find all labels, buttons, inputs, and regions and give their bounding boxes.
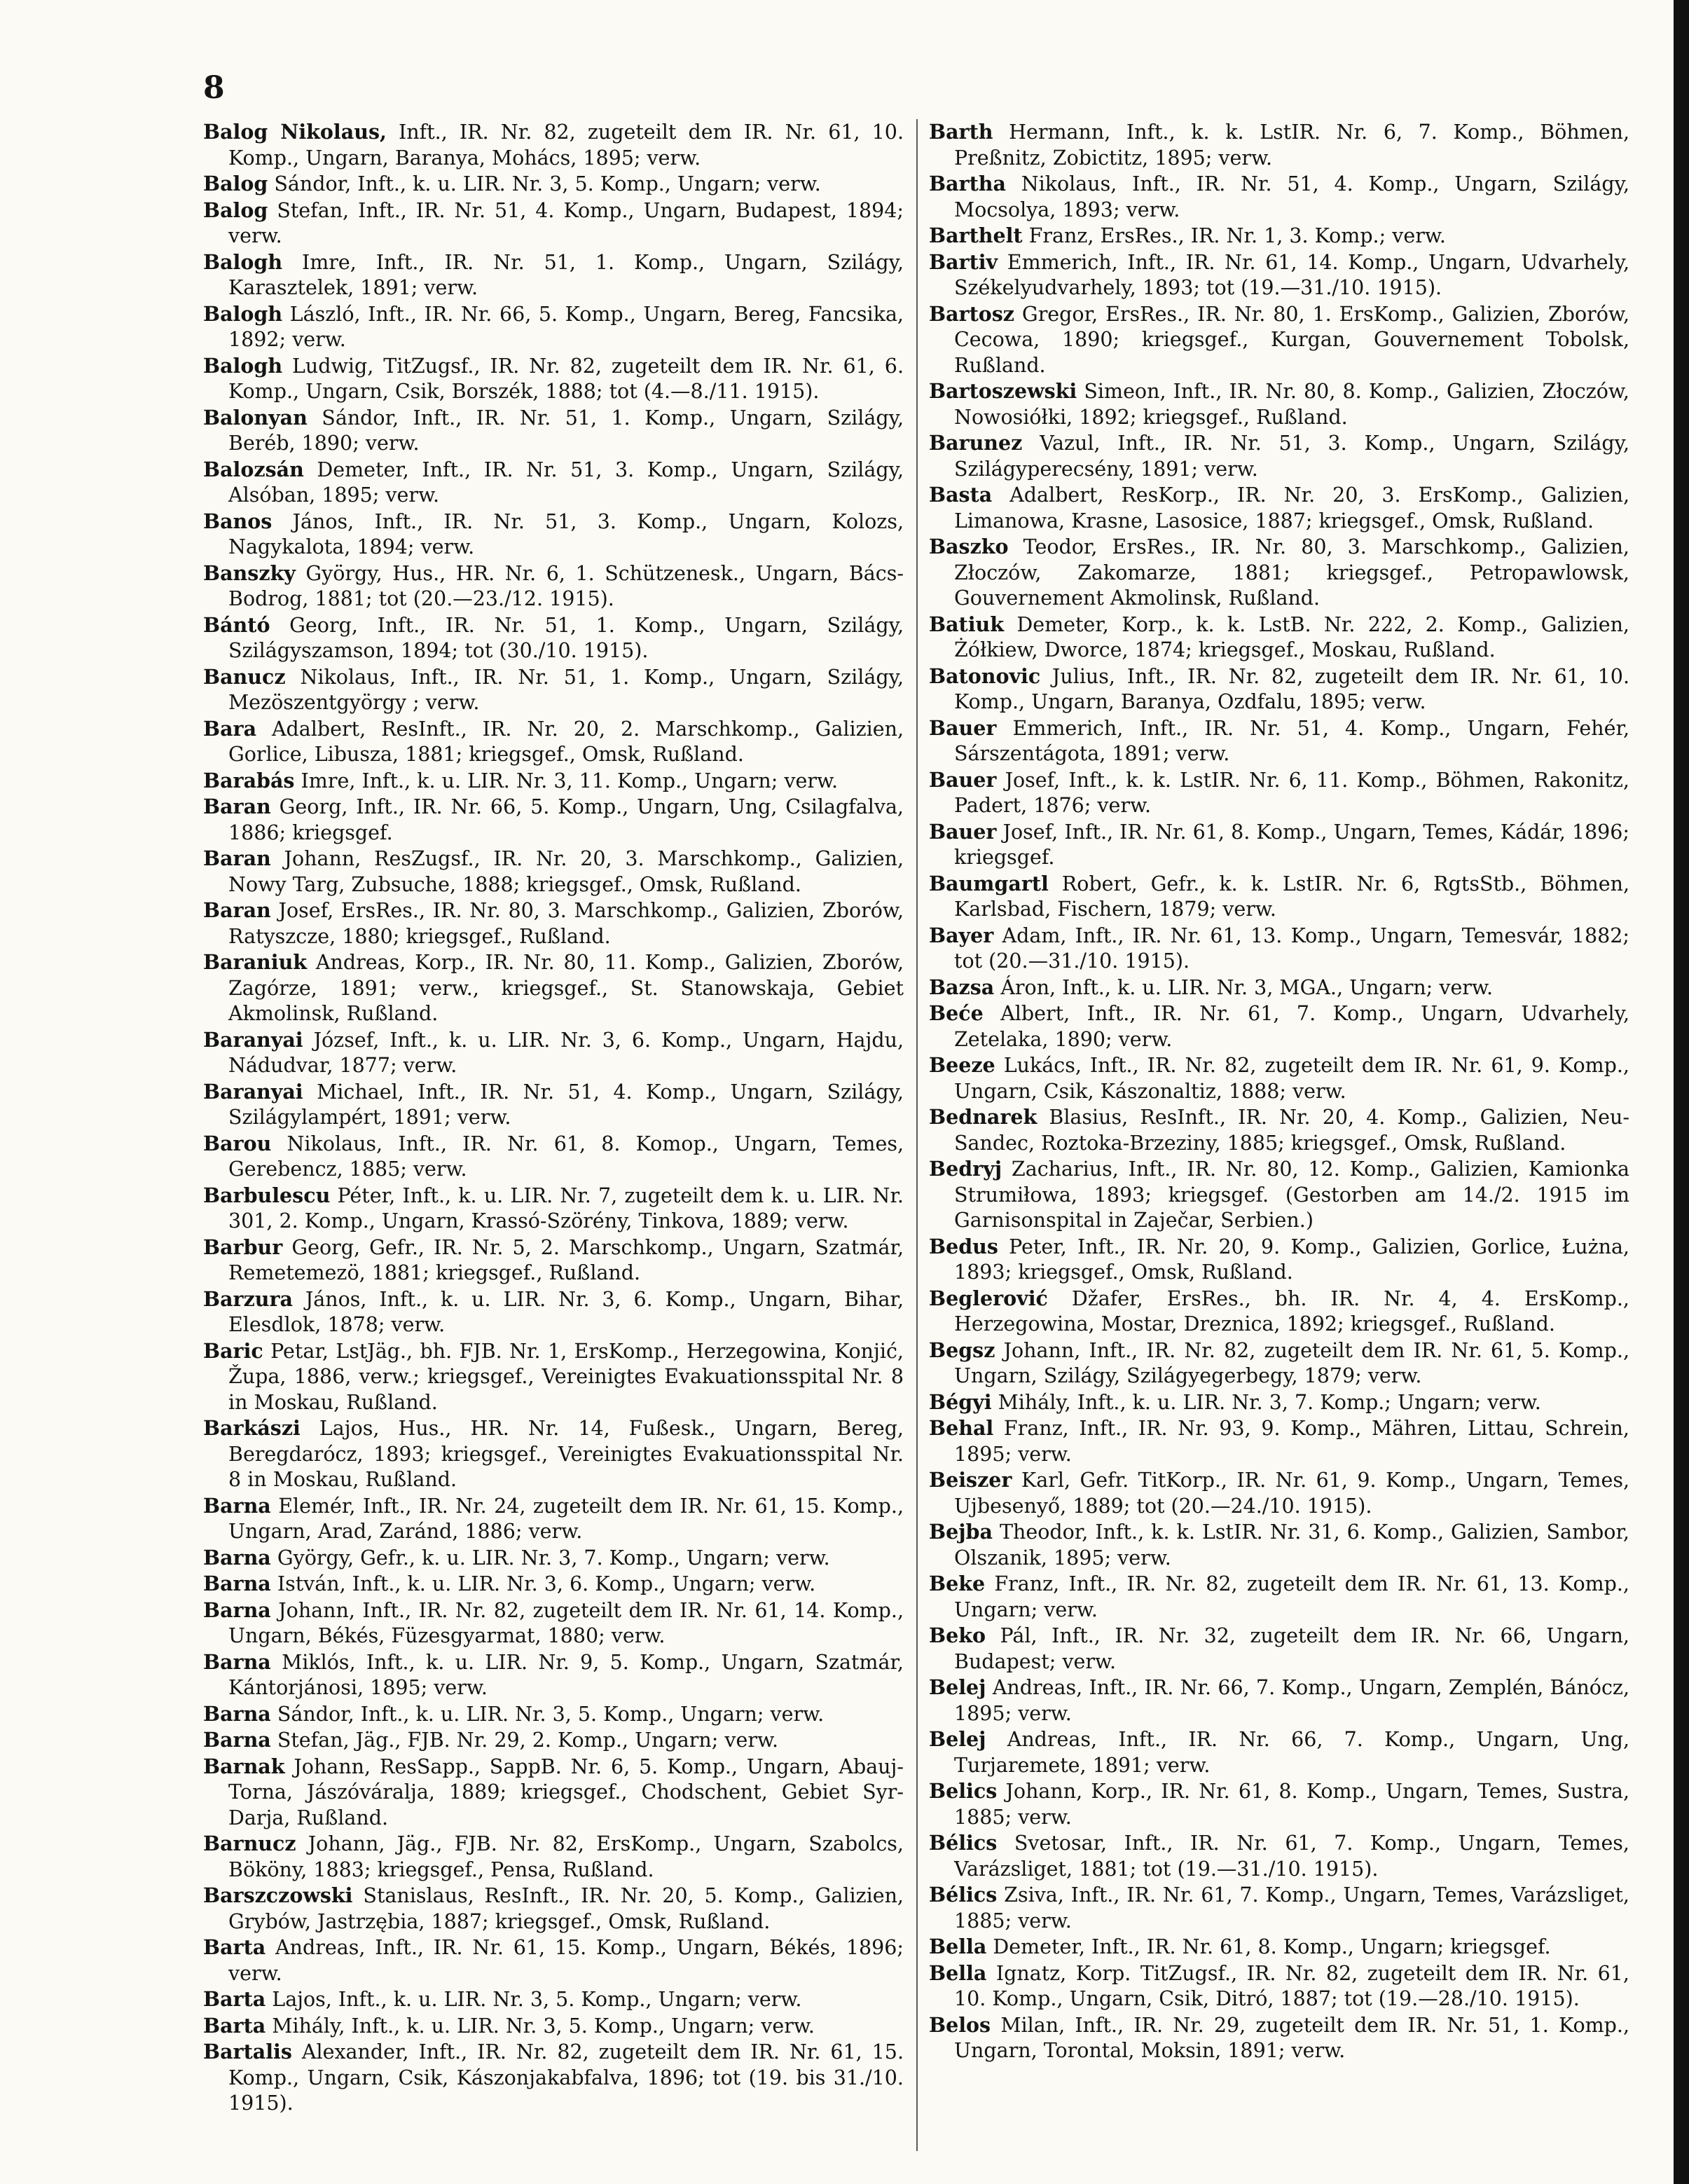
register-entry: [203, 898, 904, 949]
register-entry: [203, 949, 904, 1027]
register-entry: [929, 1675, 1629, 1726]
entry-surname: Balozsán: [203, 457, 304, 481]
entry-surname: Batonovic: [929, 664, 1041, 688]
register-entry: [929, 1623, 1629, 1675]
entry-details: Svetosar, Inft., IR. Nr. 61, 7. Komp., Ungarn, Temes, Varázsliget, 1881; tot (19.—31./10. 1915).: [954, 1832, 1629, 1881]
entry-surname: Bauer: [929, 715, 997, 740]
entry-surname: Barunez: [929, 431, 1023, 455]
entry-surname: Barnak: [203, 1754, 285, 1778]
entry-details: Stanislaus, ResInft., IR. Nr. 20, 5. Komp., Galizien, Grybów, Jastrzębia, 1887; kriegsgef., Omsk, Rußland.: [228, 1884, 904, 1933]
register-entry: [203, 2013, 904, 2040]
entry-surname: Bella: [929, 1935, 987, 1958]
entry-details: János, Inft., IR. Nr. 51, 3. Komp., Ungarn, Kolozs, Nagykalota, 1894; verw.: [228, 509, 904, 558]
entry-details: Mihály, Inft., k. u. LIR. Nr. 3, 7. Komp.; Ungarn; verw.: [998, 1390, 1541, 1414]
entry-surname: Banszky: [203, 561, 296, 585]
entry-details: György, Gefr., k. u. LIR. Nr. 3, 7. Komp., Ungarn; verw.: [277, 1546, 830, 1570]
entry-surname: Barkászi: [203, 1416, 301, 1440]
register-entry: [929, 1286, 1629, 1338]
entry-details: Ludwig, TitZugsf., IR. Nr. 82, zugeteilt dem IR. Nr. 61, 6. Komp., Ungarn, Csik, Borszék, 1888; tot (4.—8./11. 1915).: [228, 354, 904, 403]
entry-details: Imre, Inft., IR. Nr. 51, 1. Komp., Ungarn, Szilágy, Karasztelek, 1891; verw.: [228, 250, 904, 299]
entry-surname: Bélics: [929, 1883, 998, 1907]
entry-surname: Beke: [929, 1572, 986, 1595]
entry-details: Peter, Inft., IR. Nr. 20, 9. Komp., Galizien, Gorlice, Łużna, 1893; kriegsgef., Omsk, Rußland.: [954, 1235, 1629, 1284]
entry-surname: Baran: [203, 898, 271, 922]
entry-details: Franz, ErsRes., IR. Nr. 1, 3. Komp.; verw.: [1028, 224, 1446, 247]
register-entry: [203, 1183, 904, 1235]
entry-details: Demeter, Inft., IR. Nr. 51, 3. Komp., Ungarn, Szilágy, Alsóban, 1895; verw.: [228, 458, 904, 507]
register-entry: [203, 509, 904, 561]
register-entry: [929, 664, 1629, 715]
entry-surname: Barabás: [203, 768, 295, 792]
entry-surname: Barna: [203, 1545, 271, 1570]
entry-surname: Barna: [203, 1728, 271, 1752]
register-entry: [203, 1079, 904, 1131]
entry-details: Stefan, Inft., IR. Nr. 51, 4. Komp., Ungarn, Budapest, 1894; verw.: [228, 198, 904, 247]
entry-details: Franz, Inft., IR. Nr. 93, 9. Komp., Mähren, Littau, Schrein, 1895; verw.: [954, 1417, 1629, 1466]
entry-surname: Belej: [929, 1675, 986, 1699]
entry-surname: Barth: [929, 120, 993, 144]
entry-details: Zacharius, Inft., IR. Nr. 80, 12. Komp., Galizien, Kamionka Strumiłowa, 1893; kriegsgef. (Gestorben am 14./2. 1915 im Garnisonspital in Zaječar, Serbien.): [954, 1158, 1629, 1232]
register-entry: [203, 353, 904, 405]
entry-details: Johann, ResZugsf., IR. Nr. 20, 3. Marschkomp., Galizien, Nowy Targ, Zubsuche, 1888; kriegsgef., Omsk, Rußland.: [228, 847, 904, 896]
register-entry: [203, 664, 904, 716]
register-entry: [929, 1415, 1629, 1467]
entry-details: Elemér, Inft., IR. Nr. 24, zugeteilt dem IR. Nr. 61, 15. Komp., Ungarn, Arad, Zaránd, 1886; verw.: [228, 1494, 904, 1543]
entry-details: György, Hus., HR. Nr. 6, 1. Schützenesk., Ungarn, Bács-Bodrog, 1881; tot (20.—23./12. 1915).: [228, 561, 904, 610]
register-entry: [929, 1467, 1629, 1519]
register-entry: [203, 846, 904, 898]
entry-surname: Beglerović: [929, 1286, 1048, 1310]
entry-details: Zsiva, Inft., IR. Nr. 61, 7. Komp., Ungarn, Temes, Varázsliget, 1885; verw.: [954, 1883, 1629, 1932]
register-entry: [929, 534, 1629, 612]
register-entry: [929, 612, 1629, 664]
entry-surname: Bartoszewski: [929, 379, 1077, 403]
register-entry: [203, 716, 904, 768]
entry-details: József, Inft., k. u. LIR. Nr. 3, 6. Komp., Ungarn, Hajdu, Nádudvar, 1877; verw.: [228, 1028, 904, 1077]
register-entry: [929, 249, 1629, 301]
register-entry: [929, 301, 1629, 379]
entry-details: Andreas, Inft., IR. Nr. 66, 7. Komp., Ungarn, Ung, Turjaremete, 1891; verw.: [954, 1728, 1629, 1777]
entry-surname: Bartosz: [929, 301, 1014, 326]
entry-details: Sándor, Inft., k. u. LIR. Nr. 3, 5. Komp., Ungarn; verw.: [277, 1702, 825, 1726]
entry-details: Ignatz, Korp. TitZugsf., IR. Nr. 82, zugeteilt dem IR. Nr. 61, 10. Komp., Ungarn, Csik, Ditró, 1887; tot (19.—28./10. 1915).: [954, 1961, 1629, 2010]
register-entry: [203, 1235, 904, 1286]
entry-surname: Barbulescu: [203, 1183, 331, 1207]
register-entry: [203, 405, 904, 457]
entry-surname: Bégyi: [929, 1389, 992, 1414]
entry-surname: Barthelt: [929, 224, 1023, 247]
register-entry: [203, 2039, 904, 2117]
register-entry: [203, 1131, 904, 1183]
register-entry: [203, 198, 904, 249]
entry-surname: Baran: [203, 795, 271, 818]
entry-details: Georg, Gefr., IR. Nr. 5, 2. Marschkomp., Ungarn, Szatmár, Remetemezö, 1881; kriegsgef., Rußland.: [228, 1235, 904, 1284]
entry-details: Inft., IR. Nr. 82, zugeteilt dem IR. Nr. 61, 10. Komp., Ungarn, Baranya, Mohács, 1895; verw.: [228, 121, 904, 170]
register-entry: [929, 1778, 1629, 1830]
entry-details: Adalbert, ResInft., IR. Nr. 20, 2. Marschkomp., Galizien, Gorlice, Libusza, 1881; kriegsgef., Omsk, Rußland.: [228, 717, 904, 766]
entry-surname: Bara: [203, 716, 257, 741]
entry-surname: Bedus: [929, 1234, 998, 1258]
entry-details: Theodor, Inft., k. k. LstIR. Nr. 31, 6. Komp., Galizien, Sambor, Olszanik, 1895; verw.: [954, 1520, 1629, 1570]
register-entry: [203, 561, 904, 612]
register-entry: [203, 1831, 904, 1883]
entry-surname: Balogh: [203, 353, 283, 378]
entry-details: Emmerich, Inft., IR. Nr. 61, 14. Komp., Ungarn, Udvarhely, Székelyudvarhely, 1893; tot (19.—31./10. 1915).: [954, 250, 1629, 299]
entry-surname: Baric: [203, 1338, 263, 1363]
entry-details: Sándor, Inft., IR. Nr. 51, 1. Komp., Ungarn, Szilágy, Beréb, 1890; verw.: [228, 406, 904, 455]
entry-details: Lajos, Hus., HR. Nr. 14, Fußesk., Ungarn, Bereg, Beregdarócz, 1893; kriegsgef., Vereinigtes Evakuationsspital Nr. 8 in Moskau, Rußland.: [228, 1417, 904, 1491]
entry-details: Johann, Jäg., FJB. Nr. 82, ErsKomp., Ungarn, Szabolcs, Bököny, 1883; kriegsgef., Pensa, Rußland.: [228, 1832, 904, 1881]
entry-details: Adam, Inft., IR. Nr. 61, 13. Komp., Ungarn, Temesvár, 1882; tot (20.—31./10. 1915).: [954, 923, 1629, 973]
entry-surname: Barnucz: [203, 1832, 296, 1855]
entry-details: Hermann, Inft., k. k. LstIR. Nr. 6, 7. Komp., Böhmen, Preßnitz, Zobictitz, 1895; verw.: [954, 121, 1629, 170]
register-entry: [929, 119, 1629, 171]
entry-surname: Baran: [203, 846, 271, 870]
entry-details: Franz, Inft., IR. Nr. 82, zugeteilt dem IR. Nr. 61, 13. Komp., Ungarn; verw.: [954, 1572, 1629, 1621]
entry-surname: Bella: [929, 1960, 987, 1985]
column-divider: [916, 119, 918, 2151]
entry-surname: Barna: [203, 1649, 271, 1674]
register-entry: [929, 223, 1629, 249]
entry-details: Karl, Gefr. TitKorp., IR. Nr. 61, 9. Komp., Ungarn, Temes, Ujbesenyő, 1889; tot (20.—24./10. 1915).: [954, 1469, 1629, 1518]
register-entry: [203, 1027, 904, 1079]
register-entry: [929, 1338, 1629, 1389]
entry-details: János, Inft., k. u. LIR. Nr. 3, 6. Komp., Ungarn, Bihar, Elesdlok, 1878; verw.: [228, 1287, 904, 1336]
entry-surname: Beće: [929, 1001, 984, 1025]
entry-surname: Batiuk: [929, 612, 1005, 636]
entry-details: István, Inft., k. u. LIR. Nr. 3, 6. Komp., Ungarn; verw.: [277, 1572, 816, 1595]
entry-surname: Bélics: [929, 1831, 998, 1855]
register-entry: [203, 1754, 904, 1832]
entry-surname: Balog: [203, 198, 268, 222]
register-entry: [929, 1726, 1629, 1778]
register-entry: [929, 171, 1629, 223]
entry-surname: Balogh: [203, 249, 283, 274]
entry-surname: Begsz: [929, 1338, 995, 1362]
entry-details: Johann, Inft., IR. Nr. 82, zugeteilt dem IR. Nr. 61, 14. Komp., Ungarn, Békés, Füzesgyarmat, 1880; verw.: [228, 1598, 904, 1647]
entry-details: Miklós, Inft., k. u. LIR. Nr. 9, 5. Komp., Ungarn, Szatmár, Kántorjánosi, 1895; verw.: [228, 1650, 904, 1699]
entry-details: Emmerich, Inft., IR. Nr. 51, 4. Komp., Ungarn, Fehér, Sárszentágota, 1891; verw.: [954, 716, 1629, 765]
register-entry: [203, 1649, 904, 1701]
register-entry: [929, 1052, 1629, 1104]
entry-surname: Banos: [203, 509, 273, 533]
register-entry: [203, 1598, 904, 1649]
entry-details: Nikolaus, Inft., IR. Nr. 61, 8. Komop., Ungarn, Temes, Gerebencz, 1885; verw.: [228, 1132, 904, 1181]
entry-details: Milan, Inft., IR. Nr. 29, zugeteilt dem IR. Nr. 51, 1. Komp., Ungarn, Torontal, Moksin, 1891; verw.: [954, 2013, 1630, 2062]
entry-details: Robert, Gefr., k. k. LstIR. Nr. 6, RgtsStb., Böhmen, Karlsbad, Fischern, 1879; verw.: [954, 872, 1629, 921]
entry-details: Blasius, ResInft., IR. Nr. 20, 4. Komp., Galizien, Neu-Sandec, Roztoka-Brzeziny, 1885; kriegsgef., Omsk, Rußland.: [954, 1106, 1630, 1155]
entry-details: László, Inft., IR. Nr. 66, 5. Komp., Ungarn, Bereg, Fancsika, 1892; verw.: [228, 302, 904, 351]
left-column: [203, 119, 904, 2117]
register-entry: [929, 923, 1629, 975]
entry-details: Adalbert, ResKorp., IR. Nr. 20, 3. ErsKomp., Galizien, Limanowa, Krasne, Lasosice, 1887; kriegsgef., Omsk, Rußland.: [954, 483, 1630, 533]
register-entry: [203, 1935, 904, 1986]
register-entry: [203, 119, 904, 171]
entry-details: Áron, Inft., k. u. LIR. Nr. 3, MGA., Ungarn; verw.: [1000, 975, 1494, 999]
register-entry: [929, 1519, 1629, 1571]
register-entry: [203, 1701, 904, 1728]
register-entry: [929, 1234, 1629, 1286]
entry-details: Albert, Inft., IR. Nr. 61, 7. Komp., Ungarn, Udvarhely, Zetelaka, 1890; verw.: [954, 1002, 1630, 1051]
entry-surname: Barzura: [203, 1286, 293, 1311]
entry-details: Péter, Inft., k. u. LIR. Nr. 7, zugeteilt dem k. u. LIR. Nr. 301, 2. Komp., Ungarn, Krassó-Szörény, Tinkova, 1889; verw.: [228, 1183, 904, 1232]
register-entry: [203, 171, 904, 198]
register-entry: [929, 871, 1629, 923]
register-entry: [929, 430, 1629, 482]
register-entry: [203, 1286, 904, 1338]
entry-surname: Barna: [203, 1572, 271, 1595]
entry-surname: Baszko: [929, 535, 1009, 558]
entry-details: Michael, Inft., IR. Nr. 51, 4. Komp., Ungarn, Szilágy, Szilágylampért, 1891; verw.: [228, 1080, 904, 1129]
register-entry: [203, 457, 904, 509]
entry-surname: Balogh: [203, 301, 283, 326]
entry-surname: Basta: [929, 483, 993, 507]
entry-surname: Baranyai: [203, 1079, 303, 1104]
register-entry: [929, 1830, 1629, 1882]
entry-surname: Baranyai: [203, 1027, 303, 1052]
entry-surname: Bartalis: [203, 2040, 292, 2063]
entry-details: Andreas, Inft., IR. Nr. 66, 7. Komp., Ungarn, Zemplén, Bánócz, 1895; verw.: [954, 1676, 1629, 1725]
entry-surname: Balog Nikolaus,: [203, 120, 387, 144]
register-entry: [929, 975, 1629, 1001]
entry-surname: Bayer: [929, 923, 994, 947]
register-entry: [203, 1493, 904, 1545]
entry-details: Andreas, Korp., IR. Nr. 80, 11. Komp., Galizien, Zborów, Zagórze, 1891; verw., kriegsgef., St. Stanowskaja, Gebiet Akmolinsk, Rußland.: [228, 951, 904, 1025]
entry-surname: Balonyan: [203, 405, 308, 430]
entry-surname: Barbur: [203, 1235, 283, 1259]
entry-details: Gregor, ErsRes., IR. Nr. 80, 1. ErsKomp., Galizien, Zborów, Cecowa, 1890; kriegsgef., Kurgan, Gouvernement Tobolsk, Rußland.: [954, 302, 1629, 377]
entry-details: Nikolaus, Inft., IR. Nr. 51, 1. Komp., Ungarn, Szilágy, Mezöszentgyörgy ; verw.: [228, 665, 904, 714]
entry-details: Mihály, Inft., k. u. LIR. Nr. 3, 5. Komp., Ungarn; verw.: [272, 2014, 815, 2038]
register-entry: [203, 1415, 904, 1493]
entry-surname: Barna: [203, 1598, 271, 1622]
entry-surname: Barou: [203, 1131, 272, 1155]
entry-surname: Baraniuk: [203, 950, 308, 974]
entry-details: Julius, Inft., IR. Nr. 82, zugeteilt dem IR. Nr. 61, 10. Komp., Ungarn, Baranya, Ozdfalu, 1895; verw.: [954, 664, 1629, 713]
register-entry: [203, 1545, 904, 1572]
entry-details: Johann, Korp., IR. Nr. 61, 8. Komp., Ungarn, Temes, Sustra, 1885; verw.: [954, 1780, 1629, 1829]
entry-surname: Bauer: [929, 819, 997, 844]
entry-surname: Belos: [929, 2012, 991, 2037]
register-entry: [929, 1882, 1629, 1934]
register-entry: [203, 612, 904, 664]
entry-surname: Banucz: [203, 664, 286, 689]
entry-details: Vazul, Inft., IR. Nr. 51, 3. Komp., Ungarn, Szilágy, Szilágyperecsény, 1891; verw.: [954, 432, 1630, 481]
register-entry: [929, 1001, 1629, 1052]
entry-surname: Behal: [929, 1416, 994, 1440]
entry-surname: Barta: [203, 1987, 266, 2011]
register-entry: [929, 1934, 1629, 1960]
entry-surname: Barna: [203, 1701, 271, 1726]
register-entry: [203, 794, 904, 846]
register-entry: [929, 1104, 1629, 1156]
entry-details: Andreas, Inft., IR. Nr. 61, 15. Komp., Ungarn, Békés, 1896; verw.: [228, 1936, 904, 1985]
entry-details: Stefan, Jäg., FJB. Nr. 29, 2. Komp., Ungarn; verw.: [277, 1729, 779, 1752]
register-entry: [929, 1960, 1629, 2012]
register-entry: [203, 1338, 904, 1416]
register-entry: [203, 768, 904, 795]
entry-surname: Bartiv: [929, 249, 998, 274]
entry-surname: Bedryj: [929, 1157, 1002, 1181]
register-entry: [929, 1156, 1629, 1234]
right-column: [929, 119, 1629, 2064]
entry-surname: Bazsa: [929, 975, 995, 999]
register-entry: [203, 1883, 904, 1935]
entry-details: Džafer, ErsRes., bh. IR. Nr. 4, 4. ErsKomp., Herzegowina, Mostar, Dreznica, 1892; kriegsgef., Rußland.: [954, 1286, 1629, 1335]
entry-surname: Barszczowski: [203, 1883, 353, 1907]
scan-edge-border: [1674, 0, 1689, 2184]
entry-surname: Beko: [929, 1623, 986, 1647]
entry-details: Demeter, Inft., IR. Nr. 61, 8. Komp., Ungarn; kriegsgef.: [993, 1935, 1551, 1958]
entry-details: Nikolaus, Inft., IR. Nr. 51, 4. Komp., Ungarn, Szilágy, Mocsolya, 1893; verw.: [954, 172, 1630, 221]
entry-details: Josef, Inft., IR. Nr. 61, 8. Komp., Ungarn, Temes, Kádár, 1896; kriegsgef.: [954, 820, 1630, 869]
register-entry: [929, 767, 1629, 819]
entry-details: Imre, Inft., k. u. LIR. Nr. 3, 11. Komp., Ungarn; verw.: [301, 769, 839, 792]
register-entry: [203, 1986, 904, 2013]
register-entry: [929, 819, 1629, 871]
entry-surname: Balog: [203, 172, 268, 195]
entry-details: Johann, Inft., IR. Nr. 82, zugeteilt dem IR. Nr. 61, 5. Komp., Ungarn, Szilágy, Szilágyegerbegy, 1879; verw.: [954, 1338, 1629, 1387]
register-entry: [203, 301, 904, 353]
entry-surname: Bántó: [203, 612, 270, 637]
entry-surname: Barna: [203, 1493, 271, 1518]
entry-details: Sándor, Inft., k. u. LIR. Nr. 3, 5. Komp., Ungarn; verw.: [274, 172, 821, 195]
entry-surname: Bednarek: [929, 1105, 1037, 1129]
entry-surname: Bartha: [929, 172, 1006, 195]
register-entry: [929, 715, 1629, 767]
page-number: 8: [203, 70, 225, 106]
entry-details: Georg, Inft., IR. Nr. 66, 5. Komp., Ungarn, Ung, Csilagfalva, 1886; kriegsgef.: [228, 795, 904, 844]
entry-surname: Bauer: [929, 767, 997, 792]
entry-surname: Barta: [203, 2013, 266, 2038]
entry-surname: Barta: [203, 1935, 266, 1959]
register-entry: [929, 2012, 1629, 2064]
entry-details: Petar, LstJäg., bh. FJB. Nr. 1, ErsKomp., Herzegowina, Konjić, Župa, 1886, verw.; kriegsgef., Vereinigtes Evakuationsspital Nr. 8 in Moskau, Rußland.: [228, 1339, 904, 1414]
register-entry: [203, 1727, 904, 1754]
entry-details: Pál, Inft., IR. Nr. 32, zugeteilt dem IR. Nr. 66, Ungarn, Budapest; verw.: [954, 1624, 1629, 1673]
entry-details: Josef, ErsRes., IR. Nr. 80, 3. Marschkomp., Galizien, Zborów, Ratyszcze, 1880; kriegsgef., Rußland.: [228, 899, 904, 948]
register-entry: [929, 1571, 1629, 1623]
entry-surname: Belej: [929, 1727, 986, 1751]
register-entry: [929, 482, 1629, 534]
entry-details: Georg, Inft., IR. Nr. 51, 1. Komp., Ungarn, Szilágy, Szilágyszamson, 1894; tot (30./10. 1915).: [228, 613, 904, 662]
entry-surname: Belics: [929, 1779, 998, 1803]
entry-details: Josef, Inft., k. k. LstIR. Nr. 6, 11. Komp., Böhmen, Rakonitz, Padert, 1876; verw.: [954, 768, 1629, 817]
entry-details: Teodor, ErsRes., IR. Nr. 80, 3. Marschkomp., Galizien, Złoczów, Zakomarze, 1881; kriegsgef., Petropawlowsk, Gouvernement Akmolinsk, Rußland.: [954, 535, 1629, 610]
entry-details: Demeter, Korp., k. k. LstB. Nr. 222, 2. Komp., Galizien, Żółkiew, Dworce, 1874; kriegsgef., Moskau, Rußland.: [954, 612, 1629, 661]
entry-details: Alexander, Inft., IR. Nr. 82, zugeteilt dem IR. Nr. 61, 15. Komp., Ungarn, Csik, Kászonjakabfalva, 1896; tot (19. bis 31./10. 1915).: [228, 2040, 904, 2115]
entry-details: Johann, ResSapp., SappB. Nr. 6, 5. Komp., Ungarn, Abauj-Torna, Jászóváralja, 1889; kriegsgef., Chodschent, Gebiet Syr-Darja, Rußland.: [228, 1754, 904, 1829]
entry-surname: Baumgartl: [929, 871, 1049, 895]
register-entry: [203, 249, 904, 301]
entry-surname: Beiszer: [929, 1468, 1012, 1492]
entry-surname: Beeze: [929, 1053, 995, 1077]
entry-surname: Bejba: [929, 1520, 993, 1544]
register-entry: [929, 378, 1629, 430]
entry-details: Lajos, Inft., k. u. LIR. Nr. 3, 5. Komp., Ungarn; verw.: [272, 1988, 802, 2011]
register-entry: [929, 1389, 1629, 1416]
entry-details: Simeon, Inft., IR. Nr. 80, 8. Komp., Galizien, Złoczów, Nowosiółki, 1892; kriegsgef., Rußland.: [954, 380, 1629, 429]
register-entry: [203, 1571, 904, 1598]
entry-details: Lukács, Inft., IR. Nr. 82, zugeteilt dem IR. Nr. 61, 9. Komp., Ungarn, Csik, Kászonaltiz, 1888; verw.: [954, 1054, 1629, 1103]
